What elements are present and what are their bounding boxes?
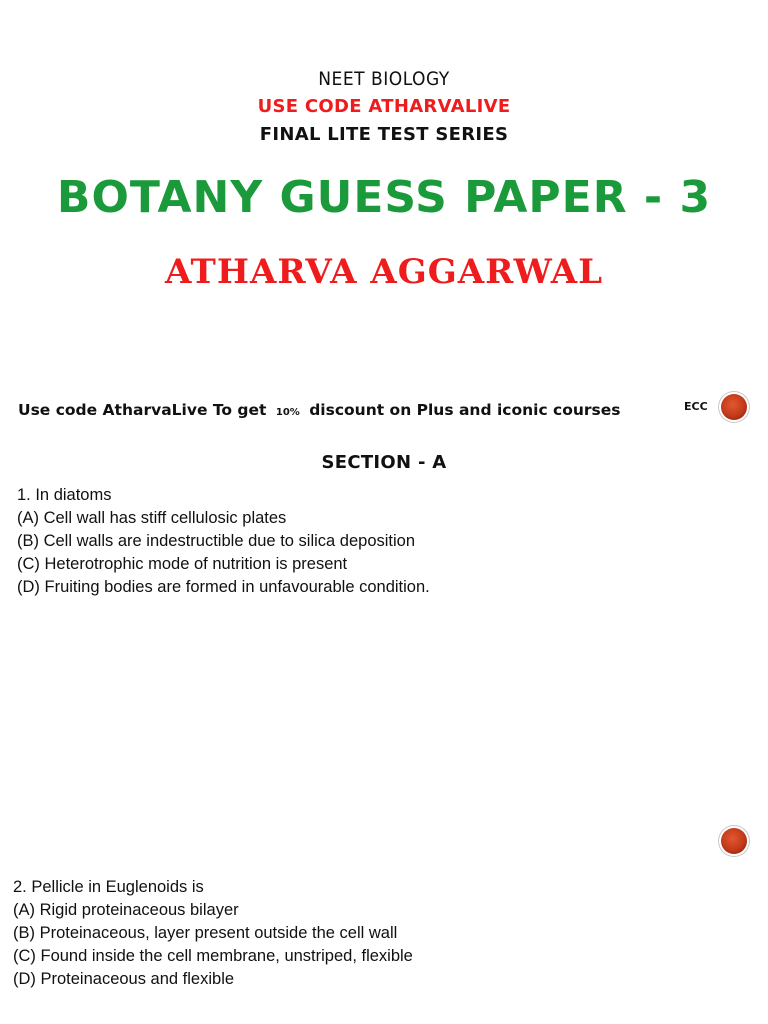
- promo-text-after: discount on Plus and iconic courses: [309, 401, 621, 419]
- header-series: FINAL LITE TEST SERIES: [259, 124, 509, 145]
- question-text: 1. In diatoms: [17, 486, 112, 504]
- bullet-dot-icon: [721, 828, 747, 854]
- option-b: (B) Proteinaceous, layer present outside the cell wall: [13, 924, 398, 942]
- option-a: (A) Rigid proteinaceous bilayer: [13, 901, 239, 919]
- option-d: (D) Fruiting bodies are formed in unfavourable condition.: [17, 578, 430, 596]
- promo-text: [18, 401, 621, 419]
- option-c: (C) Found inside the cell membrane, unstriped, flexible: [13, 947, 413, 965]
- author-name: ATHARVA AGGARWAL: [165, 252, 603, 292]
- option-d: (D) Proteinaceous and flexible: [13, 970, 235, 988]
- option-c: (C) Heterotrophic mode of nutrition is present: [17, 555, 348, 573]
- ecc-label: ECC: [684, 400, 708, 413]
- question-block-2: [13, 876, 413, 991]
- section-heading: SECTION - A: [321, 452, 447, 473]
- bullet-dot-icon: [721, 394, 747, 420]
- header-promo-code: USE CODE ATHARVALIVE: [257, 96, 511, 117]
- question-text: 2. Pellicle in Euglenoids is: [13, 878, 204, 896]
- header-subject: NEET BIOLOGY: [318, 68, 450, 90]
- promo-text-before: Use code AtharvaLive To get: [18, 401, 267, 419]
- page-title: BOTANY GUESS PAPER - 3: [56, 172, 712, 223]
- option-b: (B) Cell walls are indestructible due to silica deposition: [17, 532, 416, 550]
- option-a: (A) Cell wall has stiff cellulosic plates: [17, 509, 287, 527]
- question-block-1: [17, 484, 430, 599]
- promo-percent: 10%: [275, 407, 300, 418]
